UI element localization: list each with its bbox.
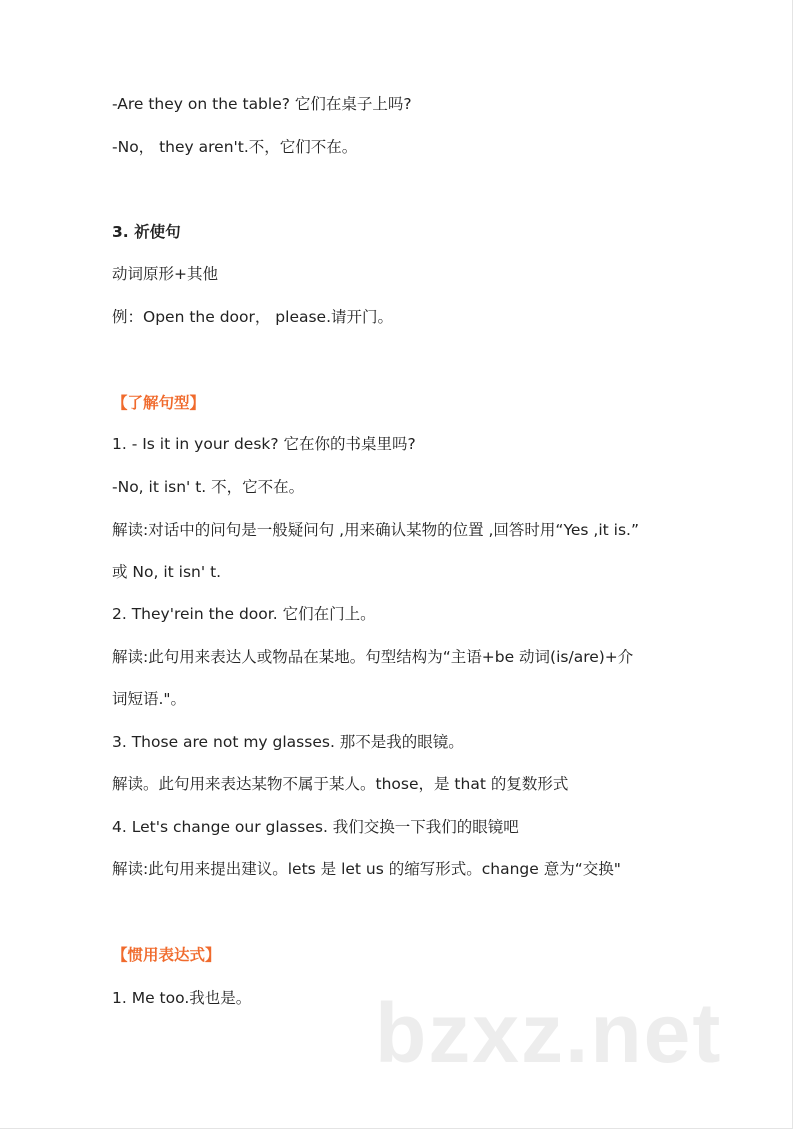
pattern-1-explanation: 解读:对话中的问句是一般疑问句 ,用来确认某物的位置 ,回答时用“Yes ,it is.”	[112, 521, 639, 539]
pattern-3: 3. Those are not my glasses. 那不是我的眼镜。	[112, 733, 464, 751]
section-heading-sentence-patterns: 【了解句型】	[112, 394, 206, 412]
dialog-answer: -No， they aren't.不，它们不在。	[112, 138, 358, 156]
pattern-3-explanation: 解读。此句用来表达某物不属于某人。those，是 that 的复数形式	[112, 775, 569, 793]
section-heading-imperative: 3. 祈使句	[112, 223, 181, 241]
watermark: bzxz.net	[375, 986, 723, 1080]
imperative-rule: 动词原形+其他	[112, 265, 218, 283]
imperative-example: 例：Open the door， please.请开门。	[112, 308, 394, 326]
pattern-4: 4. Let's change our glasses. 我们交换一下我们的眼镜吧	[112, 818, 519, 836]
dialog-question: -Are they on the table? 它们在桌子上吗?	[112, 95, 412, 113]
pattern-2-explanation-cont: 词短语."。	[112, 690, 187, 708]
pattern-1-explanation-cont: 或 No, it isn' t.	[112, 563, 222, 581]
pattern-1-question: 1. - Is it in your desk? 它在你的书桌里吗?	[112, 435, 416, 453]
pattern-2: 2. They'rein the door. 它们在门上。	[112, 605, 376, 623]
pattern-1-answer: -No, it isn' t. 不，它不在。	[112, 478, 305, 496]
idiom-1: 1. Me too.我也是。	[112, 989, 252, 1007]
pattern-2-explanation: 解读:此句用来表达人或物品在某地。句型结构为“主语+be 动词(is/are)+介	[112, 648, 634, 666]
pattern-4-explanation: 解读:此句用来提出建议。lets 是 let us 的缩写形式。change 意为“交换"	[112, 860, 621, 878]
section-heading-idioms: 【惯用表达式】	[112, 946, 221, 964]
